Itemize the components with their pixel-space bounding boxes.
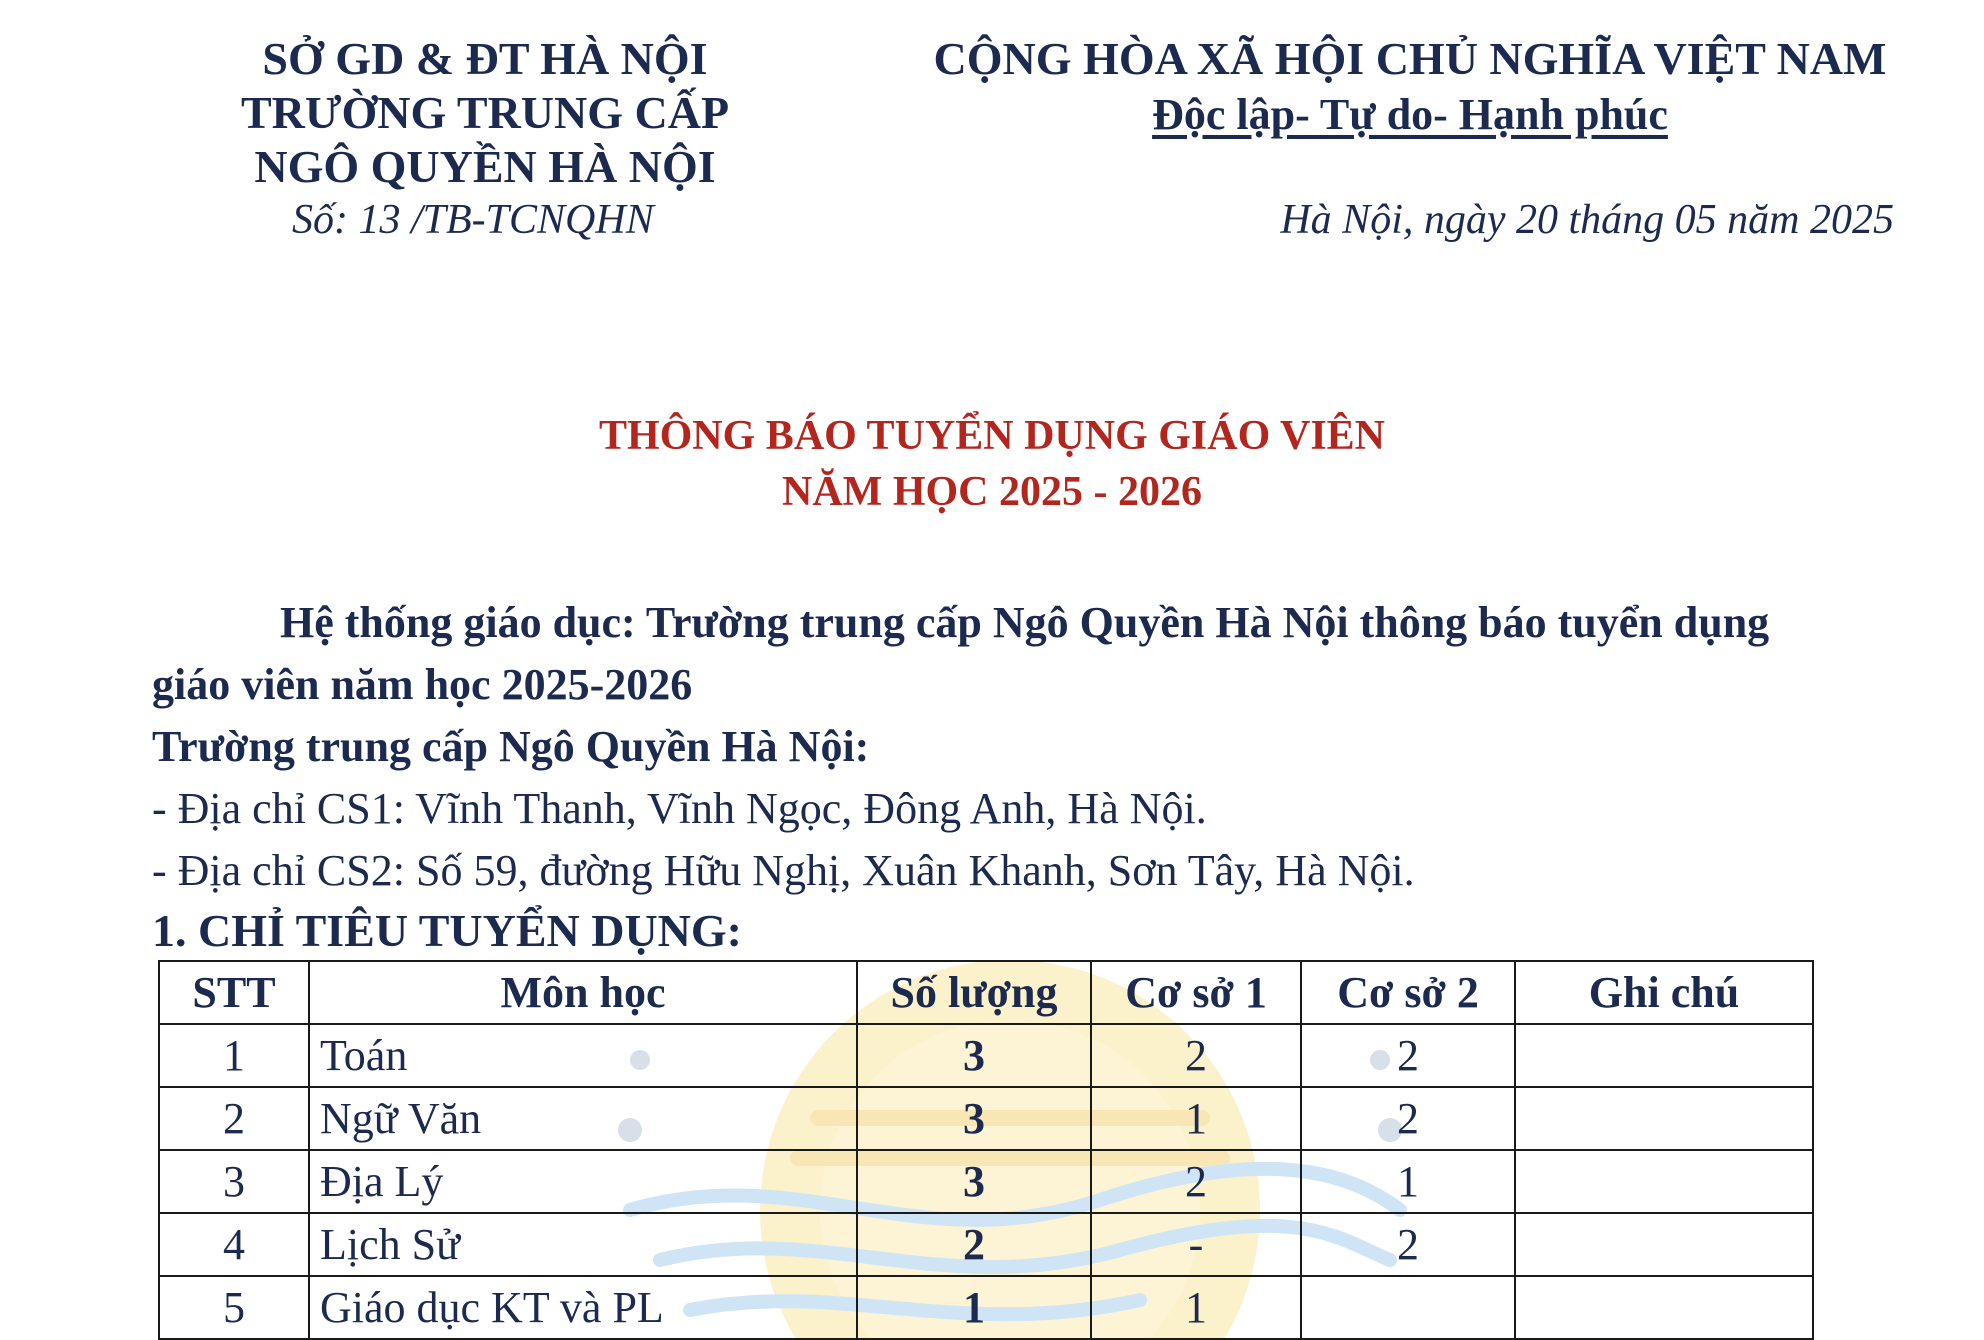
cell-stt: 5 [159, 1276, 309, 1339]
cell-quantity: 3 [857, 1150, 1091, 1213]
cell-quantity: 2 [857, 1213, 1091, 1276]
table-row [159, 1150, 1813, 1213]
cell-quantity: 1 [857, 1276, 1091, 1339]
cell-campus-1: 2 [1091, 1150, 1301, 1213]
cell-campus-1: 1 [1091, 1276, 1301, 1339]
school-name-line2: NGÔ QUYỀN HÀ NỘI [254, 141, 716, 192]
header-quantity: Số lượng [857, 961, 1091, 1024]
cell-note [1515, 1087, 1813, 1150]
notice-title: THÔNG BÁO TUYỂN DỤNG GIÁO VIÊN [598, 413, 1386, 459]
cell-campus-1: 1 [1091, 1087, 1301, 1150]
cell-stt: 3 [159, 1150, 309, 1213]
cell-quantity: 3 [857, 1024, 1091, 1087]
cell-quantity: 3 [857, 1087, 1091, 1150]
header-stt: STT [159, 961, 309, 1024]
cell-campus-2: 2 [1301, 1087, 1515, 1150]
cell-campus-1: 2 [1091, 1024, 1301, 1087]
cell-campus-2: 2 [1301, 1024, 1515, 1087]
cell-note [1515, 1024, 1813, 1087]
table-row [159, 1024, 1813, 1087]
school-heading: Trường trung cấp Ngô Quyền Hà Nội: [152, 722, 870, 771]
issue-date: Hà Nội, ngày 20 tháng 05 năm 2025 [1280, 197, 1894, 243]
cell-note [1515, 1150, 1813, 1213]
school-name-line1: TRƯỜNG TRUNG CẤP [240, 87, 730, 138]
cell-campus-2 [1301, 1276, 1515, 1339]
country-name: CỘNG HÒA XÃ HỘI CHỦ NGHĨA VIỆT NAM [933, 33, 1887, 84]
table-row [159, 1276, 1813, 1339]
header-note: Ghi chú [1515, 961, 1813, 1024]
document-number: Số: 13 /TB-TCNQHN [292, 197, 654, 243]
address-cs1: - Địa chỉ CS1: Vĩnh Thanh, Vĩnh Ngọc, Đông Anh, Hà Nội. [152, 784, 1207, 833]
intro-line-2: giáo viên năm học 2025-2026 [152, 660, 693, 709]
header-campus-2: Cơ sở 2 [1301, 961, 1515, 1024]
header-subject: Môn học [309, 961, 857, 1024]
cell-stt: 1 [159, 1024, 309, 1087]
cell-campus-2: 1 [1301, 1150, 1515, 1213]
table-row [159, 1213, 1813, 1276]
table-row [159, 1087, 1813, 1150]
recruitment-quota-table [158, 960, 1814, 1340]
address-cs2: - Địa chỉ CS2: Số 59, đường Hữu Nghị, Xuân Khanh, Sơn Tây, Hà Nội. [152, 846, 1415, 895]
cell-note [1515, 1213, 1813, 1276]
cell-stt: 2 [159, 1087, 309, 1150]
agency-name: SỞ GD & ĐT HÀ NỘI [262, 33, 708, 84]
national-motto [900, 88, 1920, 142]
table-header-row [159, 961, 1813, 1024]
section-quota-heading: 1. CHỈ TIÊU TUYỂN DỤNG: [152, 905, 743, 956]
motto-text: Độc lập- Tự do- Hạnh phúc [1152, 90, 1668, 139]
cell-note [1515, 1276, 1813, 1339]
cell-subject: Địa Lý [309, 1150, 857, 1213]
cell-subject: Lịch Sử [309, 1213, 857, 1276]
cell-subject: Ngữ Văn [309, 1087, 857, 1150]
header-campus-1: Cơ sở 1 [1091, 961, 1301, 1024]
notice-subtitle: NĂM HỌC 2025 - 2026 [782, 469, 1202, 515]
cell-subject: Giáo dục KT và PL [309, 1276, 857, 1339]
cell-stt: 4 [159, 1213, 309, 1276]
intro-line-1: Hệ thống giáo dục: Trường trung cấp Ngô Quyền Hà Nội thông báo tuyển dụng [280, 598, 1770, 647]
cell-campus-1: - [1091, 1213, 1301, 1276]
cell-subject: Toán [309, 1024, 857, 1087]
cell-campus-2: 2 [1301, 1213, 1515, 1276]
